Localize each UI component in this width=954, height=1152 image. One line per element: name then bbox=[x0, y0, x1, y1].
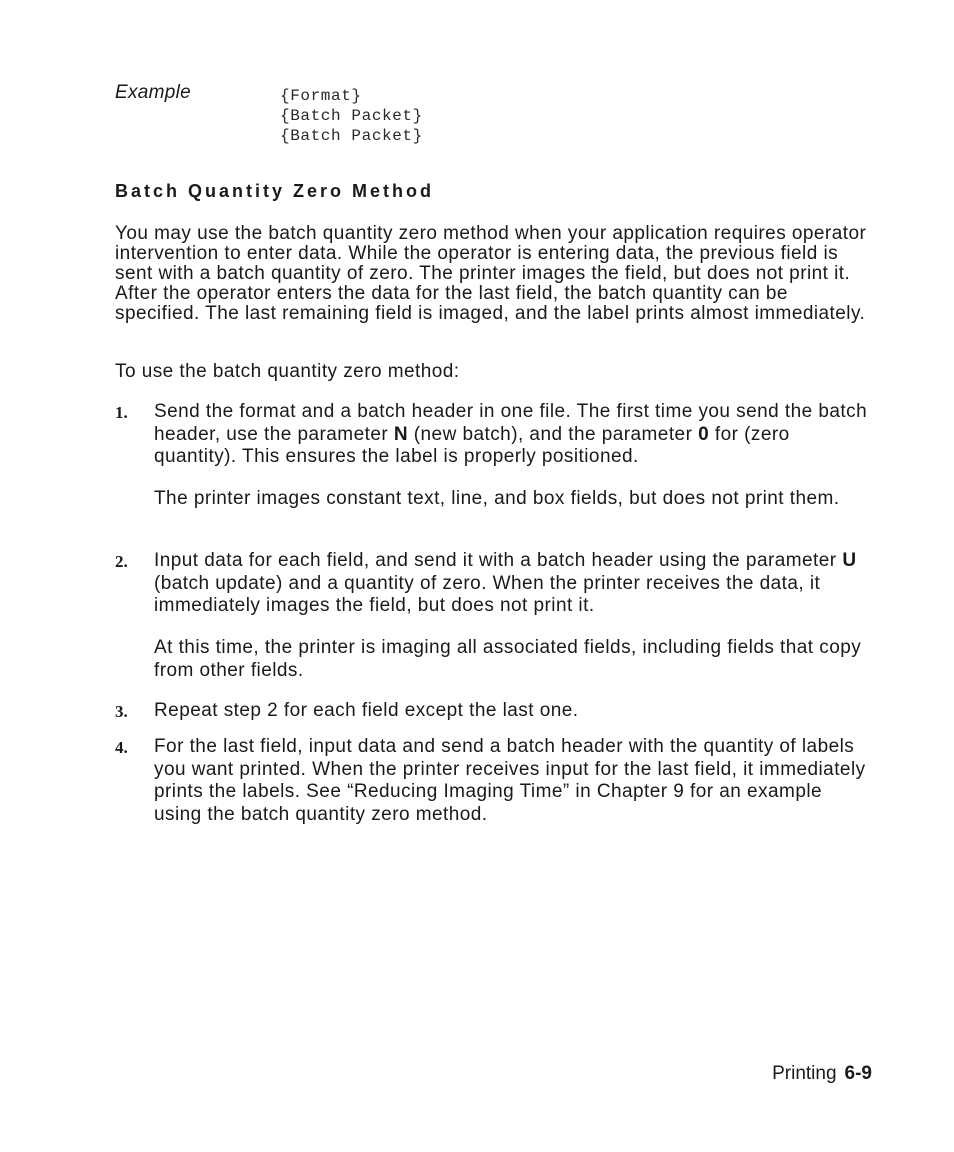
parameter-bold: U bbox=[842, 550, 857, 571]
step-paragraph: At this time, the printer is imaging all associated fields, including fields that copy from other fields. bbox=[154, 637, 862, 681]
intro-paragraph: You may use the batch quantity zero method when your application requires operator intervention to enter data. While the operator is entering data, the previous field is sent with a batch quantity of zero. The printer images the field, but does not print it. After the operator enters the data for the last field, the batch quantity can be specified. The last remaining field is imaged, and the label prints almost immediately. bbox=[115, 223, 867, 324]
step-paragraph bbox=[154, 401, 869, 469]
parameter-bold: N bbox=[393, 423, 409, 445]
lead-paragraph: To use the batch quantity zero method: bbox=[115, 361, 460, 382]
section-heading: Batch Quantity Zero Method bbox=[115, 181, 435, 201]
step-paragraph: For the last field, input data and send a batch header with the quantity of labels you want printed. When the printer receives input for the last field, it immediately prints the labels. See “Reducing Imaging Time” in Chapter 9 for an example using the batch quantity zero method. bbox=[154, 736, 866, 825]
parameter-bold: 0 bbox=[698, 423, 710, 445]
step-number: 2. bbox=[115, 552, 128, 571]
step-number: 3. bbox=[115, 702, 128, 721]
code-line: {Format} bbox=[280, 87, 362, 105]
example-label: Example bbox=[115, 82, 192, 103]
page-footer bbox=[772, 1063, 872, 1085]
step-paragraph: The printer images constant text, line, and box fields, but does not print them. bbox=[154, 488, 840, 509]
footer-chapter: Printing bbox=[772, 1063, 837, 1084]
step-text-segment: (batch update) and a quantity of zero. When the printer receives the data, it immediately images the field, but does not print it. bbox=[154, 572, 821, 616]
page-number: 6-9 bbox=[844, 1063, 872, 1084]
step-text-segment: (new batch), and the parameter bbox=[408, 423, 699, 445]
code-line: {Batch Packet} bbox=[280, 107, 423, 125]
step-text-segment: Input data for each field, and send it with a batch header using the parameter bbox=[154, 550, 843, 571]
step-number: 1. bbox=[115, 403, 128, 422]
step-text-segment: for (zero quantity). This ensures the label is properly positioned. bbox=[154, 423, 790, 467]
example-code-block bbox=[280, 86, 423, 146]
step-number: 4. bbox=[115, 738, 128, 757]
step-paragraph bbox=[154, 550, 869, 618]
step-paragraph: Repeat step 2 for each field except the last one. bbox=[154, 700, 579, 721]
code-line: {Batch Packet} bbox=[280, 127, 423, 145]
step-text-segment: Send the format and a batch header in one file. The first time you send the batch header, use the parameter bbox=[154, 401, 868, 445]
